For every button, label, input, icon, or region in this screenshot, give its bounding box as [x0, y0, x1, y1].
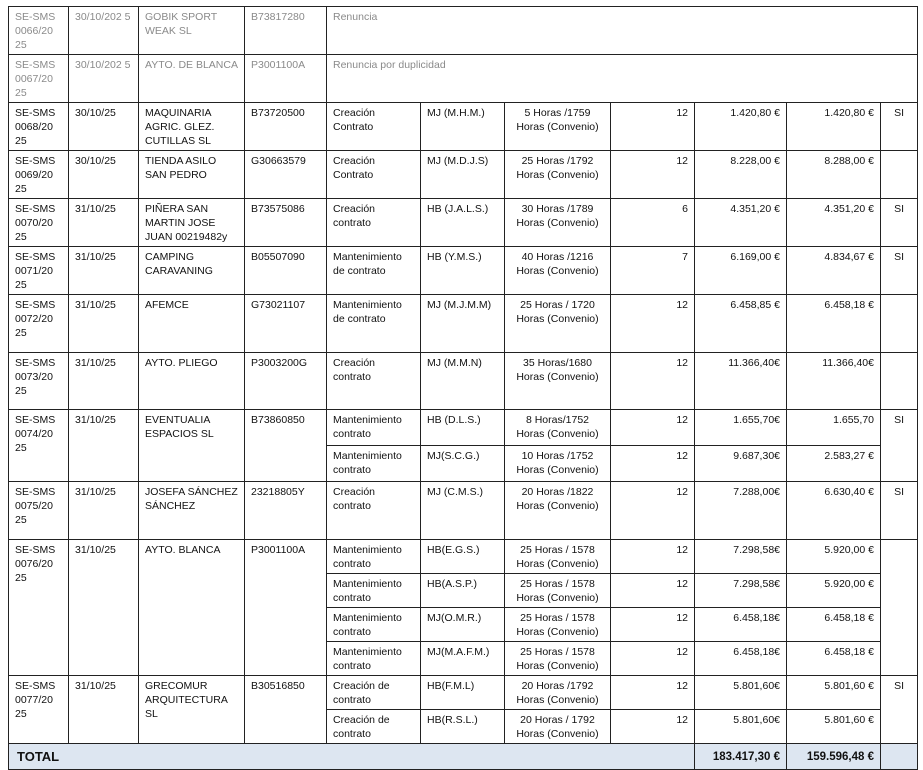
expediente-cell: SE-SMS 0076/20 25: [9, 540, 69, 676]
tipo-cell: Creación contrato: [327, 199, 421, 247]
entidad-cell: AYTO. DE BLANCA: [139, 55, 245, 103]
trabajador-cell: HB(R.S.L.): [421, 710, 505, 744]
tipo-cell: Creación contrato: [327, 482, 421, 540]
meses-cell: 12: [611, 642, 695, 676]
entidad-cell: AYTO. BLANCA: [139, 540, 245, 676]
importe-cell: 11.366,40€: [695, 353, 787, 410]
importe-cell: 7.288,00€: [695, 482, 787, 540]
total-concedido: 159.596,48 €: [787, 744, 881, 770]
concedido-cell: 6.458,18 €: [787, 608, 881, 642]
expediente-cell: SE-SMS 0071/20 25: [9, 247, 69, 295]
concedido-cell: 6.630,40 €: [787, 482, 881, 540]
importe-cell: 4.351,20 €: [695, 199, 787, 247]
total-importe: 183.417,30 €: [695, 744, 787, 770]
concedido-cell: 1.420,80 €: [787, 103, 881, 151]
tipo-cell: Creación de contrato: [327, 676, 421, 710]
jornada-cell: 25 Horas / 1720 Horas (Convenio): [505, 295, 611, 353]
jornada-cell: 30 Horas /1789 Horas (Convenio): [505, 199, 611, 247]
expediente-cell: SE-SMS 0073/20 25: [9, 353, 69, 410]
concedido-cell: 4.351,20 €: [787, 199, 881, 247]
expedientes-table: [8, 6, 918, 770]
expediente-cell: SE-SMS 0068/20 25: [9, 103, 69, 151]
meses-cell: 12: [611, 151, 695, 199]
trabajador-cell: MJ(O.M.R.): [421, 608, 505, 642]
tipo-cell: Mantenimiento de contrato: [327, 295, 421, 353]
importe-cell: 6.458,18€: [695, 608, 787, 642]
tipo-cell: Mantenimiento contrato: [327, 446, 421, 482]
cif-cell: P3001100A: [245, 540, 327, 676]
table-row: [9, 410, 918, 446]
importe-cell: 6.169,00 €: [695, 247, 787, 295]
meses-cell: 7: [611, 247, 695, 295]
trabajador-cell: MJ (M.H.M.): [421, 103, 505, 151]
si-cell: SI: [881, 199, 918, 247]
trabajador-cell: MJ (M.M.N): [421, 353, 505, 410]
trabajador-cell: MJ (M.D.J.S): [421, 151, 505, 199]
expediente-cell: SE-SMS 0069/20 25: [9, 151, 69, 199]
cif-cell: B30516850: [245, 676, 327, 744]
trabajador-cell: MJ (M.J.M.M): [421, 295, 505, 353]
concedido-cell: 6.458,18 €: [787, 642, 881, 676]
tipo-cell: Mantenimiento contrato: [327, 574, 421, 608]
fecha-cell: 31/10/25: [69, 353, 139, 410]
concedido-cell: 2.583,27 €: [787, 446, 881, 482]
importe-cell: 6.458,85 €: [695, 295, 787, 353]
tipo-cell: Creación Contrato: [327, 103, 421, 151]
trabajador-cell: HB(A.S.P.): [421, 574, 505, 608]
entidad-cell: JOSEFA SÁNCHEZ SÁNCHEZ: [139, 482, 245, 540]
importe-cell: 1.420,80 €: [695, 103, 787, 151]
concedido-cell: 8.288,00 €: [787, 151, 881, 199]
estado-cell: Renuncia por duplicidad: [327, 55, 918, 103]
expediente-cell: SE-SMS 0070/20 25: [9, 199, 69, 247]
total-si: [881, 744, 918, 770]
cif-cell: P3001100A: [245, 55, 327, 103]
trabajador-cell: HB (Y.M.S.): [421, 247, 505, 295]
expediente-cell: SE-SMS 0074/20 25: [9, 410, 69, 482]
importe-cell: 9.687,30€: [695, 446, 787, 482]
fecha-cell: 30/10/202 5: [69, 7, 139, 55]
fecha-cell: 30/10/202 5: [69, 55, 139, 103]
table-row: [9, 199, 918, 247]
fecha-cell: 30/10/25: [69, 103, 139, 151]
cif-cell: 23218805Y: [245, 482, 327, 540]
trabajador-cell: HB(E.G.S.): [421, 540, 505, 574]
concedido-cell: 5.920,00 €: [787, 574, 881, 608]
tipo-cell: Mantenimiento contrato: [327, 608, 421, 642]
concedido-cell: 5.801,60 €: [787, 710, 881, 744]
si-cell: [881, 353, 918, 410]
jornada-cell: 25 Horas /1792 Horas (Convenio): [505, 151, 611, 199]
jornada-cell: 5 Horas /1759 Horas (Convenio): [505, 103, 611, 151]
table-row: [9, 151, 918, 199]
cif-cell: B73817280: [245, 7, 327, 55]
expediente-cell: SE-SMS 0072/20 25: [9, 295, 69, 353]
table-row: [9, 482, 918, 540]
meses-cell: 6: [611, 199, 695, 247]
jornada-cell: 20 Horas /1792 Horas (Convenio): [505, 676, 611, 710]
entidad-cell: EVENTUALIA ESPACIOS SL: [139, 410, 245, 482]
meses-cell: 12: [611, 574, 695, 608]
importe-cell: 7.298,58€: [695, 540, 787, 574]
table-row: [9, 103, 918, 151]
cif-cell: B73720500: [245, 103, 327, 151]
table-row: [9, 55, 918, 103]
importe-cell: 8.228,00 €: [695, 151, 787, 199]
concedido-cell: 6.458,18 €: [787, 295, 881, 353]
table-row: [9, 676, 918, 710]
total-label: TOTAL: [9, 744, 695, 770]
trabajador-cell: MJ(M.A.F.M.): [421, 642, 505, 676]
si-cell: [881, 295, 918, 353]
meses-cell: 12: [611, 353, 695, 410]
entidad-cell: TIENDA ASILO SAN PEDRO: [139, 151, 245, 199]
fecha-cell: 30/10/25: [69, 151, 139, 199]
fecha-cell: 31/10/25: [69, 295, 139, 353]
tipo-cell: Mantenimiento de contrato: [327, 247, 421, 295]
table-row: [9, 295, 918, 353]
expediente-cell: SE-SMS 0077/20 25: [9, 676, 69, 744]
jornada-cell: 35 Horas/1680 Horas (Convenio): [505, 353, 611, 410]
importe-cell: 6.458,18€: [695, 642, 787, 676]
meses-cell: 12: [611, 608, 695, 642]
concedido-cell: 1.655,70: [787, 410, 881, 446]
si-cell: SI: [881, 410, 918, 482]
trabajador-cell: HB(F.M.L): [421, 676, 505, 710]
cif-cell: B05507090: [245, 247, 327, 295]
si-cell: [881, 151, 918, 199]
cif-cell: B73860850: [245, 410, 327, 482]
cif-cell: G30663579: [245, 151, 327, 199]
expediente-cell: SE-SMS 0075/20 25: [9, 482, 69, 540]
jornada-cell: 20 Horas / 1792 Horas (Convenio): [505, 710, 611, 744]
cif-cell: B73575086: [245, 199, 327, 247]
importe-cell: 5.801,60€: [695, 710, 787, 744]
trabajador-cell: MJ(S.C.G.): [421, 446, 505, 482]
table-row: [9, 540, 918, 574]
entidad-cell: PIÑERA SAN MARTIN JOSE JUAN 00219482y: [139, 199, 245, 247]
trabajador-cell: HB (J.A.L.S.): [421, 199, 505, 247]
fecha-cell: 31/10/25: [69, 482, 139, 540]
entidad-cell: GRECOMUR ARQUITECTURA SL: [139, 676, 245, 744]
entidad-cell: CAMPING CARAVANING: [139, 247, 245, 295]
fecha-cell: 31/10/25: [69, 540, 139, 676]
si-cell: SI: [881, 482, 918, 540]
concedido-cell: 5.920,00 €: [787, 540, 881, 574]
expediente-cell: SE-SMS 0067/20 25: [9, 55, 69, 103]
meses-cell: 12: [611, 482, 695, 540]
fecha-cell: 31/10/25: [69, 199, 139, 247]
tipo-cell: Mantenimiento contrato: [327, 540, 421, 574]
meses-cell: 12: [611, 540, 695, 574]
trabajador-cell: MJ (C.M.S.): [421, 482, 505, 540]
tipo-cell: Creación de contrato: [327, 710, 421, 744]
jornada-cell: 25 Horas / 1578 Horas (Convenio): [505, 574, 611, 608]
fecha-cell: 31/10/25: [69, 247, 139, 295]
jornada-cell: 10 Horas /1752 Horas (Convenio): [505, 446, 611, 482]
meses-cell: 12: [611, 295, 695, 353]
entidad-cell: MAQUINARIA AGRIC. GLEZ. CUTILLAS SL: [139, 103, 245, 151]
tipo-cell: Mantenimiento contrato: [327, 642, 421, 676]
cif-cell: G73021107: [245, 295, 327, 353]
jornada-cell: 25 Horas / 1578 Horas (Convenio): [505, 642, 611, 676]
total-row: [9, 744, 918, 770]
entidad-cell: AFEMCE: [139, 295, 245, 353]
jornada-cell: 8 Horas/1752 Horas (Convenio): [505, 410, 611, 446]
fecha-cell: 31/10/25: [69, 410, 139, 482]
jornada-cell: 40 Horas /1216 Horas (Convenio): [505, 247, 611, 295]
jornada-cell: 25 Horas / 1578 Horas (Convenio): [505, 608, 611, 642]
tipo-cell: Mantenimiento contrato: [327, 410, 421, 446]
concedido-cell: 11.366,40€: [787, 353, 881, 410]
tipo-cell: Creación Contrato: [327, 151, 421, 199]
table-row: [9, 353, 918, 410]
concedido-cell: 4.834,67 €: [787, 247, 881, 295]
si-cell: SI: [881, 247, 918, 295]
si-cell: SI: [881, 676, 918, 744]
jornada-cell: 25 Horas / 1578 Horas (Convenio): [505, 540, 611, 574]
table-row: [9, 7, 918, 55]
cif-cell: P3003200G: [245, 353, 327, 410]
estado-cell: Renuncia: [327, 7, 918, 55]
table-body: [9, 7, 918, 770]
importe-cell: 1.655,70€: [695, 410, 787, 446]
tipo-cell: Creación contrato: [327, 353, 421, 410]
si-cell: SI: [881, 103, 918, 151]
meses-cell: 12: [611, 446, 695, 482]
importe-cell: 7.298,58€: [695, 574, 787, 608]
trabajador-cell: HB (D.L.S.): [421, 410, 505, 446]
fecha-cell: 31/10/25: [69, 676, 139, 744]
meses-cell: 12: [611, 410, 695, 446]
jornada-cell: 20 Horas /1822 Horas (Convenio): [505, 482, 611, 540]
table-row: [9, 247, 918, 295]
si-cell: [881, 540, 918, 676]
expediente-cell: SE-SMS 0066/20 25: [9, 7, 69, 55]
entidad-cell: GOBIK SPORT WEAK SL: [139, 7, 245, 55]
entidad-cell: AYTO. PLIEGO: [139, 353, 245, 410]
importe-cell: 5.801,60€: [695, 676, 787, 710]
concedido-cell: 5.801,60 €: [787, 676, 881, 710]
meses-cell: 12: [611, 103, 695, 151]
meses-cell: 12: [611, 676, 695, 710]
meses-cell: 12: [611, 710, 695, 744]
